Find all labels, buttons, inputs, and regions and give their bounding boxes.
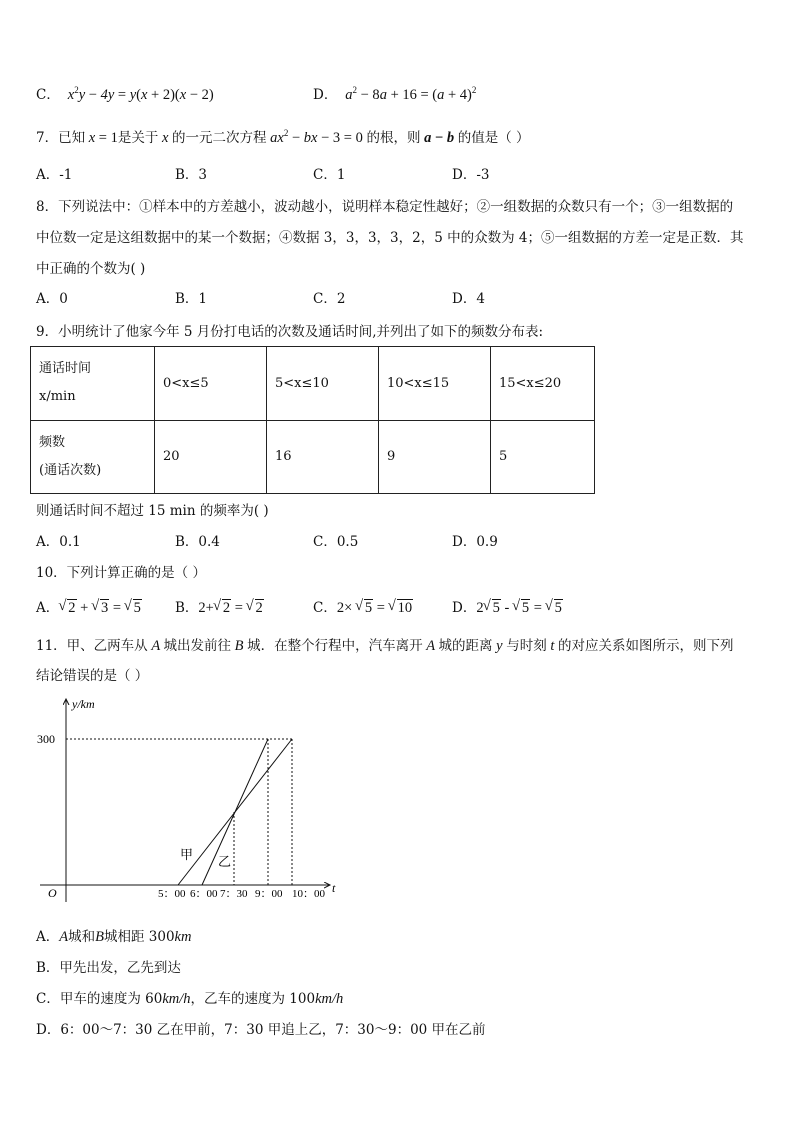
option-text: ，乙车的速度为 100 bbox=[190, 991, 316, 1007]
table-cell: 5<x≤10 bbox=[267, 347, 379, 421]
q10-b-expression: 2+√ 2 = √ 2 bbox=[198, 600, 263, 616]
series-label-yi: 乙 bbox=[218, 854, 232, 869]
q9-option-b: B．0.4 bbox=[175, 534, 220, 550]
distance-time-graph bbox=[30, 694, 370, 914]
q8-stem-line3: 中正确的个数为( ) bbox=[36, 261, 146, 277]
frequency-table bbox=[30, 346, 595, 494]
q7-option-d: D．-3 bbox=[452, 167, 490, 183]
q7-equation: $ax^2$ − bx − 3 = 0 bbox=[266, 128, 363, 146]
q8-option-d: D．4 bbox=[452, 291, 485, 307]
header-text: 频数 bbox=[39, 434, 66, 450]
header-text: x/min bbox=[39, 389, 76, 405]
q8-stem-line2: 中位数一定是这组数据中的某一个数据；④数据 3，3，3，3，2，5 中的众数为 4；⑤一组数据的方差一定是正数．其 bbox=[36, 230, 744, 246]
q11-option-a bbox=[36, 928, 191, 946]
option-label: B． bbox=[175, 600, 199, 616]
q7-stem bbox=[36, 129, 530, 147]
option-label: C． bbox=[36, 991, 60, 1007]
x-tick-label: 10：00 bbox=[292, 888, 325, 900]
unit: km/h bbox=[315, 991, 344, 1007]
q11-option-c bbox=[36, 990, 343, 1008]
var-t: t bbox=[546, 638, 558, 654]
series-label-jia: 甲 bbox=[180, 847, 194, 862]
y-axis-label: y/km bbox=[72, 697, 95, 711]
q8-option-a: A．0 bbox=[36, 291, 68, 307]
header-text: (通话次数) bbox=[39, 462, 102, 478]
stem-text: 的根，则 bbox=[366, 130, 421, 146]
series-line-yi bbox=[202, 739, 268, 885]
table-cell: 5 bbox=[491, 420, 595, 494]
option-label: D． bbox=[313, 87, 338, 103]
x-tick-label: 7：30 bbox=[220, 888, 248, 900]
q8-option-c: C．2 bbox=[313, 291, 346, 307]
stem-text: 已知 bbox=[58, 130, 86, 146]
option-text: 城和 bbox=[68, 929, 96, 945]
q10-a-expression: √ 2 + √ 3 = √ 5 bbox=[59, 600, 142, 616]
q7-option-a: A．-1 bbox=[36, 167, 73, 183]
option-text: 甲先出发，乙先到达 bbox=[59, 960, 181, 976]
q6-option-d bbox=[313, 86, 476, 104]
option-label: D． bbox=[452, 600, 477, 616]
q10-option-d bbox=[452, 599, 563, 617]
q7-var-x: x bbox=[158, 130, 173, 146]
table-cell: 9 bbox=[379, 420, 491, 494]
q8-option-b: B．1 bbox=[175, 291, 208, 307]
header-text: 通话时间 bbox=[39, 361, 92, 377]
series-lines bbox=[178, 739, 292, 885]
chart-labels bbox=[37, 697, 336, 900]
q9-option-a: A．0.1 bbox=[36, 534, 81, 550]
q11-option-b bbox=[36, 959, 181, 977]
q9-option-c: C．0.5 bbox=[313, 534, 359, 550]
q10-option-a bbox=[36, 599, 142, 617]
q7-option-b: B．3 bbox=[175, 167, 208, 183]
table-cell: 10<x≤15 bbox=[379, 347, 491, 421]
question-number: 7． bbox=[36, 130, 59, 146]
stem-text: 城．在整个行程中，汽车离开 bbox=[247, 638, 423, 654]
q7-x-eq-1: x = 1 bbox=[85, 130, 118, 146]
q7-option-c: C．1 bbox=[313, 167, 346, 183]
q11-option-d bbox=[36, 1021, 486, 1039]
stem-text: 城出发前往 bbox=[163, 638, 232, 654]
city-b: B bbox=[231, 638, 248, 654]
option-text: 城相距 300 bbox=[103, 929, 175, 945]
q11-stem-line1 bbox=[36, 637, 733, 655]
table-cell: 20 bbox=[155, 420, 267, 494]
x-axis-label: t bbox=[332, 881, 336, 895]
city-a: A bbox=[422, 638, 439, 654]
var-y: y bbox=[492, 638, 507, 654]
stem-text: 的一元二次方程 bbox=[172, 130, 267, 146]
option-label: C． bbox=[313, 600, 337, 616]
option-text: 6：00～7：30 乙在甲前，7：30 甲追上乙，7：30～9：00 甲在乙前 bbox=[60, 1022, 486, 1038]
x-tick-label: 6：00 bbox=[190, 888, 218, 900]
stem-text: 城的距离 bbox=[438, 638, 493, 654]
option-label: D． bbox=[36, 1022, 61, 1038]
table-cell: 15<x≤20 bbox=[491, 347, 595, 421]
table-header-cell bbox=[31, 347, 155, 421]
x-tick-label: 9：00 bbox=[255, 888, 283, 900]
q10-d-expression: 2√ 5 - √ 5 = √ 5 bbox=[476, 600, 563, 616]
stem-text: 是关于 bbox=[117, 130, 159, 146]
q9-after-table: 则通话时间不超过 15 min 的频率为( ) bbox=[36, 503, 269, 519]
q10-c-expression: 2× √ 5 = √ 10 bbox=[337, 600, 413, 616]
q6-d-expression: $a^2 - 8a + 16 = (a + 4)^2$ bbox=[341, 85, 477, 103]
unit: km/h bbox=[162, 991, 191, 1007]
origin-label: O bbox=[48, 886, 57, 900]
option-text: 甲车的速度为 60 bbox=[59, 991, 163, 1007]
table-cell: 0<x≤5 bbox=[155, 347, 267, 421]
q10-option-c bbox=[313, 599, 413, 617]
x-tick-label: 5：00 bbox=[158, 888, 186, 900]
q6-c-expression: $x^2y - 4y = y(x + 2)(x - 2)$ bbox=[64, 85, 214, 103]
table-row bbox=[31, 347, 595, 421]
q9-stem: 9．小明统计了他家今年 5 月份打电话的次数及通话时间,并列出了如下的频数分布表: bbox=[36, 324, 544, 340]
option-label: A． bbox=[36, 600, 60, 616]
stem-text: 11．甲、乙两车从 bbox=[36, 638, 148, 654]
option-label: A． bbox=[36, 929, 60, 945]
q7-a-minus-b: a − b bbox=[420, 130, 458, 146]
stem-text: 与时刻 bbox=[506, 638, 547, 654]
table-cell: 16 bbox=[267, 420, 379, 494]
city-a: A bbox=[59, 929, 69, 945]
unit: km bbox=[174, 929, 192, 945]
stem-text: 的对应关系如图所示，则下列 bbox=[557, 638, 734, 654]
q10-option-b bbox=[175, 599, 264, 617]
q6-option-c bbox=[36, 86, 214, 104]
y-tick-label: 300 bbox=[37, 732, 55, 746]
table-header-cell bbox=[31, 420, 155, 494]
city-a: A bbox=[147, 638, 164, 654]
option-label: C． bbox=[36, 87, 60, 103]
q9-option-d: D．0.9 bbox=[452, 534, 498, 550]
table-row bbox=[31, 420, 595, 494]
q11-stem-line2: 结论错误的是（ ） bbox=[36, 668, 149, 684]
option-label: B． bbox=[36, 960, 60, 976]
q8-stem-line1: 8．下列说法中：①样本中的方差越小，波动越小，说明样本稳定性越好；②一组数据的众数只有一个；③一组数据的 bbox=[36, 199, 734, 215]
stem-text: 的值是（ ） bbox=[457, 130, 530, 146]
city-b: B bbox=[95, 929, 104, 945]
q10-stem: 10．下列计算正确的是（ ） bbox=[36, 565, 206, 581]
